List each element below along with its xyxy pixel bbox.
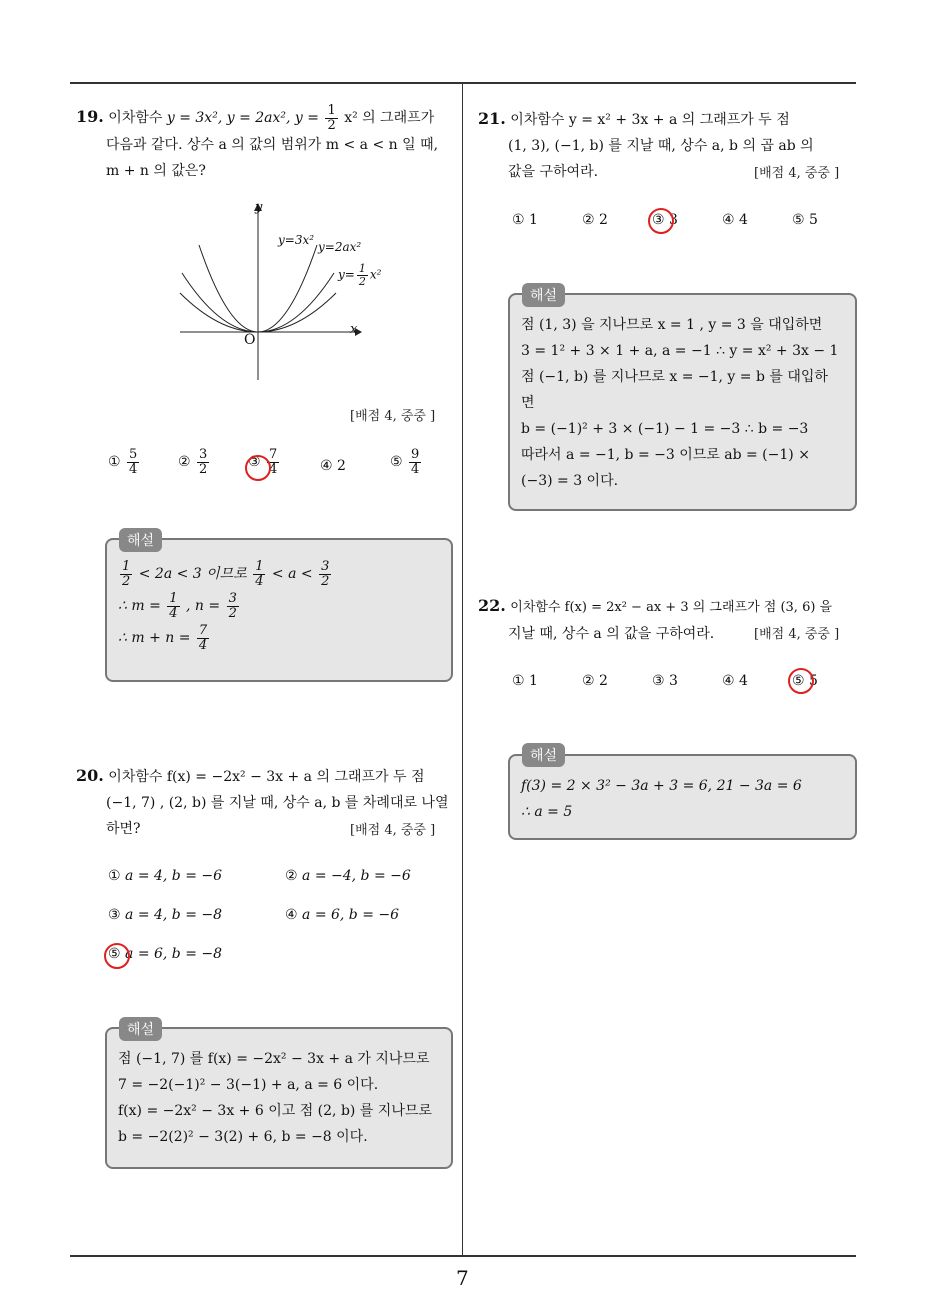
- solution-tag: 해설: [522, 743, 565, 767]
- parabola-graph: [170, 195, 370, 385]
- choice-2[interactable]: ② 2: [582, 673, 608, 689]
- solution-tag: 해설: [119, 528, 162, 552]
- solution-text: $\frac{1}{2}$ < 2a < 3 이므로 $\frac{1}{4}$ < a < $\frac{3}{2}$ ∴ m = $\frac{1}{4}$ , n = $\frac{3}{2}$ ∴ m + n = $\frac{7}{4}$: [118, 558, 330, 653]
- column-divider: [462, 84, 463, 1256]
- choice-5[interactable]: ⑤ $\frac{9}{4}$: [390, 447, 420, 477]
- solution-text: 점 (−1, 7) 를 f(x) = −2x² − 3x + a 가 지나므로 7 = −2(−1)² − 3(−1) + a, a = 6 이다. f(x) = −2x² − 3x + 6 이고 점 (2, b) 를 지나므로 b = −2(2)² − 3(2) + 6, b = −8 이다.: [118, 1051, 432, 1145]
- selected-answer-mark: [104, 943, 130, 969]
- choice-4[interactable]: ④ 2: [320, 458, 346, 474]
- choice-2[interactable]: ② a = −4, b = −6: [285, 868, 411, 884]
- solution-text: f(3) = 2 × 3² − 3a + 3 = 6, 21 − 3a = 6 ∴ a = 5: [521, 778, 802, 820]
- question-text: 이차함수 f(x) = 2x² − ax + 3 의 그래프가 점 (3, 6) 을: [510, 600, 833, 615]
- y-axis-label: y: [255, 200, 263, 215]
- score-label: [배점 4, 중중 ]: [754, 166, 840, 181]
- choice-1[interactable]: ① a = 4, b = −6: [108, 868, 223, 884]
- solution-tag: 해설: [522, 283, 565, 307]
- question-text: 다음과 같다. 상수 a 의 값의 범위가 m < a < n 일 때,: [106, 137, 439, 154]
- question-text: m + n 의 값은?: [106, 163, 206, 180]
- selected-answer-mark: [788, 668, 814, 694]
- score-label: [배점 4, 중중 ]: [350, 823, 436, 838]
- question-text: 이차함수 y = x² + 3x + a 의 그래프가 두 점: [510, 112, 790, 128]
- curve-label-2ax2: y=2ax²: [318, 240, 362, 254]
- choice-5[interactable]: ⑤ 5: [792, 212, 818, 228]
- solution-text: 점 (1, 3) 을 지나므로 x = 1 , y = 3 을 대입하면 3 = 1² + 3 × 1 + a, a = −1 ∴ y = x² + 3x − 1 점 (−1, b) 를 지나므로 x = −1, y = b 를 대입하 면 b = (−1)² + 3 × (−1) − 1 = −3 ∴ b = −3 따라서 a = −1, b = −3 이므로 ab = (−1) × (−3) = 3 이다.: [521, 317, 839, 489]
- page-number: 7: [456, 1266, 469, 1290]
- question-19: [76, 104, 456, 184]
- choice-5[interactable]: ⑤ 5: [792, 673, 818, 689]
- question-number: 21.: [478, 109, 506, 128]
- choice-3[interactable]: ③ a = 4, b = −8: [108, 907, 223, 923]
- question-text: 값을 구하여라.: [508, 164, 599, 180]
- curve-label-3x2: y=3x²: [278, 233, 315, 247]
- question-text: 하면?: [106, 821, 141, 837]
- question-number: 20.: [76, 766, 104, 785]
- question-text: x² 의 그래프가: [344, 110, 435, 127]
- selected-answer-mark: [245, 455, 271, 481]
- selected-answer-mark: [648, 208, 674, 234]
- score-label: [배점 4, 중중 ]: [754, 627, 840, 642]
- choice-4[interactable]: ④ 4: [722, 212, 748, 228]
- question-text: 지날 때, 상수 a 의 값을 구하여라.: [508, 626, 715, 642]
- question-text: (1, 3), (−1, b) 를 지날 때, 상수 a, b 의 곱 ab 의: [508, 138, 814, 154]
- question-text: (−1, 7) , (2, b) 를 지날 때, 상수 a, b 를 차례대로 나열: [106, 795, 449, 811]
- choice-1[interactable]: ① 1: [512, 212, 538, 228]
- x-axis-label: x: [350, 322, 358, 337]
- choice-4[interactable]: ④ a = 6, b = −6: [285, 907, 400, 923]
- score-label: [배점 4, 중중 ]: [350, 409, 436, 424]
- bottom-rule: [70, 1255, 856, 1257]
- question-math: y = 3x², y = 2ax², y =: [166, 110, 320, 127]
- question-text: 이차함수: [108, 110, 163, 127]
- choice-5[interactable]: ⑤ a = 6, b = −8: [108, 946, 223, 962]
- choice-1[interactable]: ① $\frac{5}{4}$: [108, 447, 138, 477]
- choice-3[interactable]: ③ $\frac{7}{4}$: [248, 447, 278, 477]
- choice-2[interactable]: ② 2: [582, 212, 608, 228]
- fraction: $\frac{1}{2}$: [327, 103, 336, 133]
- choice-3[interactable]: ③ 3: [652, 212, 678, 228]
- question-text: 이차함수 f(x) = −2x² − 3x + a 의 그래프가 두 점: [108, 769, 425, 785]
- choice-2[interactable]: ② $\frac{3}{2}$: [178, 447, 208, 477]
- top-rule: [70, 82, 856, 84]
- question-number: 19.: [76, 107, 104, 127]
- origin-label: O: [244, 332, 256, 348]
- choice-4[interactable]: ④ 4: [722, 673, 748, 689]
- solution-tag: 해설: [119, 1017, 162, 1041]
- choice-3[interactable]: ③ 3: [652, 673, 678, 689]
- curve-label-half: y= $\frac{1}{2}$ x²: [338, 262, 382, 288]
- question-number: 22.: [478, 596, 506, 615]
- choice-1[interactable]: ① 1: [512, 673, 538, 689]
